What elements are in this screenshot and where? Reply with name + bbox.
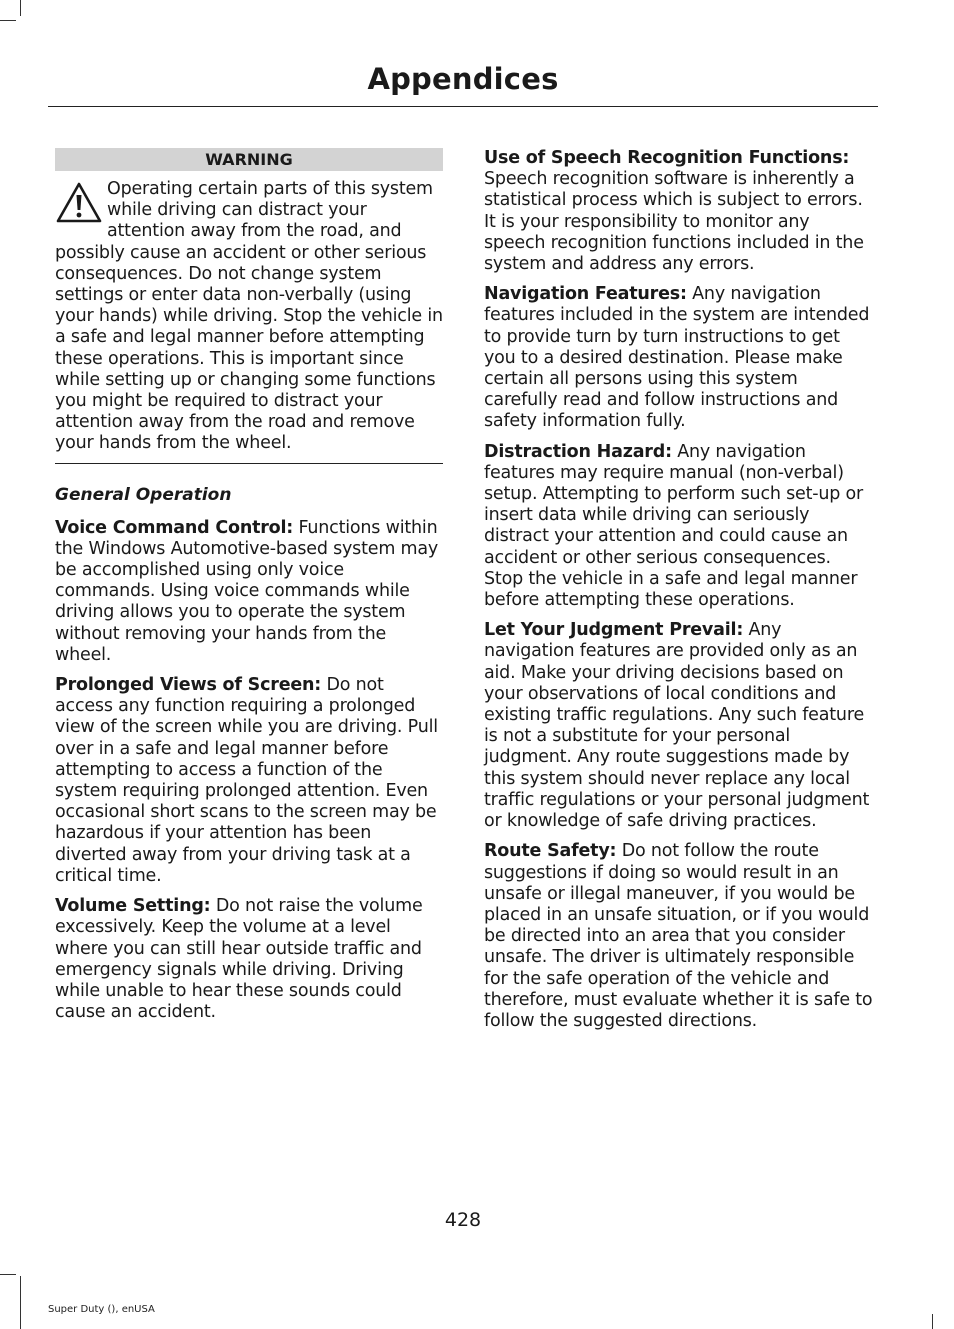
- paragraph-term: Volume Setting:: [55, 896, 211, 917]
- warning-rule: [55, 463, 443, 464]
- paragraph-term: Navigation Features:: [484, 284, 687, 305]
- paragraph-term: Let Your Judgment Prevail:: [484, 620, 744, 641]
- crop-mark: [932, 1314, 933, 1329]
- warning-heading: WARNING: [55, 148, 443, 171]
- right-column: [484, 148, 873, 1041]
- warning-box: [55, 148, 443, 464]
- warning-triangle-icon: [55, 181, 103, 225]
- paragraph-judgment-prevail: [484, 620, 873, 832]
- footer-text: Super Duty (), enUSA: [48, 1304, 155, 1315]
- paragraph-text: Any navigation features included in the system are intended to provide turn by turn instructions to get you to a desired destination. Please make certain all persons using this system carefully read and follow instructions and safety information fully.: [484, 284, 870, 432]
- paragraph-text: Do not raise the volume excessively. Keep the volume at a level where you can still hear outside traffic and emergency signals while driving. Driving while unable to hear these sounds could cause an accident.: [55, 896, 423, 1023]
- paragraph-speech-recognition: [484, 148, 873, 275]
- paragraph-text: Do not access any function requiring a prolonged view of the screen while you are driving. Pull over in a safe and legal manner before attempting to access a function of the system requiring prolonged attention. Even occasional short scans to the screen may be hazardous if your attention has been diverted away from your driving task at a critical time.: [55, 675, 438, 886]
- warning-body: [55, 179, 443, 455]
- crop-mark: [0, 1274, 16, 1275]
- paragraph-text: Do not follow the route suggestions if doing so would result in an unsafe or illegal maneuver, if you would be placed in an unsafe situation, or if you would be directed into an area that you consider unsafe. The driver is ultimately responsible for the safe operation of the vehicle and therefore, must evaluate whether it is safe to follow the suggested directions.: [484, 841, 873, 1031]
- paragraph-term: Route Safety:: [484, 841, 617, 862]
- paragraph-text: Functions within the Windows Automotive-based system may be accomplished using only voice commands. Using voice commands while driving allows you to operate the system without removing your hands from the wheel.: [55, 517, 439, 665]
- paragraph-route-safety: [484, 841, 873, 1032]
- left-column: [55, 148, 444, 1032]
- paragraph-text: Speech recognition software is inherently a statistical process which is subject to errors. It is your responsibility to monitor any speech recognition functions included in the system and address any errors.: [484, 169, 864, 275]
- paragraph-text: Any navigation features may require manual (non-verbal) setup. Attempting to perform such set-up or insert data while driving can seriously distract your attention and could cause an accident or other serious consequences. Stop the vehicle in a safe and legal manner before attempting these operations.: [484, 441, 864, 611]
- paragraph-term: Use of Speech Recognition Functions:: [484, 148, 850, 168]
- paragraph-voice-command: [55, 518, 444, 666]
- crop-mark: [20, 0, 21, 16]
- paragraph-distraction-hazard: [484, 442, 873, 612]
- page-number: 428: [444, 1209, 482, 1231]
- paragraph-prolonged-views: [55, 675, 444, 887]
- paragraph-text: Any navigation features are provided only as an aid. Make your driving decisions based on your observations of local conditions and existing traffic regulations. Any such feature is not a substitute for your personal judgment. Any route suggestions made by this system should never replace any local traffic regulations or your personal judgment or knowledge of safe driving practices.: [484, 620, 870, 832]
- paragraph-volume-setting: [55, 896, 444, 1023]
- header-rule: [48, 106, 878, 107]
- section-subheading: General Operation: [55, 484, 232, 505]
- paragraph-term: Distraction Hazard:: [484, 441, 672, 462]
- paragraph-navigation-features: [484, 284, 873, 432]
- crop-mark: [0, 20, 16, 21]
- crop-mark: [20, 1276, 21, 1329]
- warning-text: Operating certain parts of this system while driving can distract your attention away from the road, and possibly cause an accident or other serious consequences. Do not change system settings or enter data non-verbally (using your hands) while driving. Stop the vehicle in a safe and legal manner before attempting these operations. This is important since while setting up or changing some functions you might be required to distract your attention away from the road and remove your hands from the wheel.: [55, 179, 443, 454]
- paragraph-term: Prolonged Views of Screen:: [55, 675, 322, 696]
- paragraph-term: Voice Command Control:: [55, 517, 294, 538]
- page-title: Appendices: [367, 62, 559, 96]
